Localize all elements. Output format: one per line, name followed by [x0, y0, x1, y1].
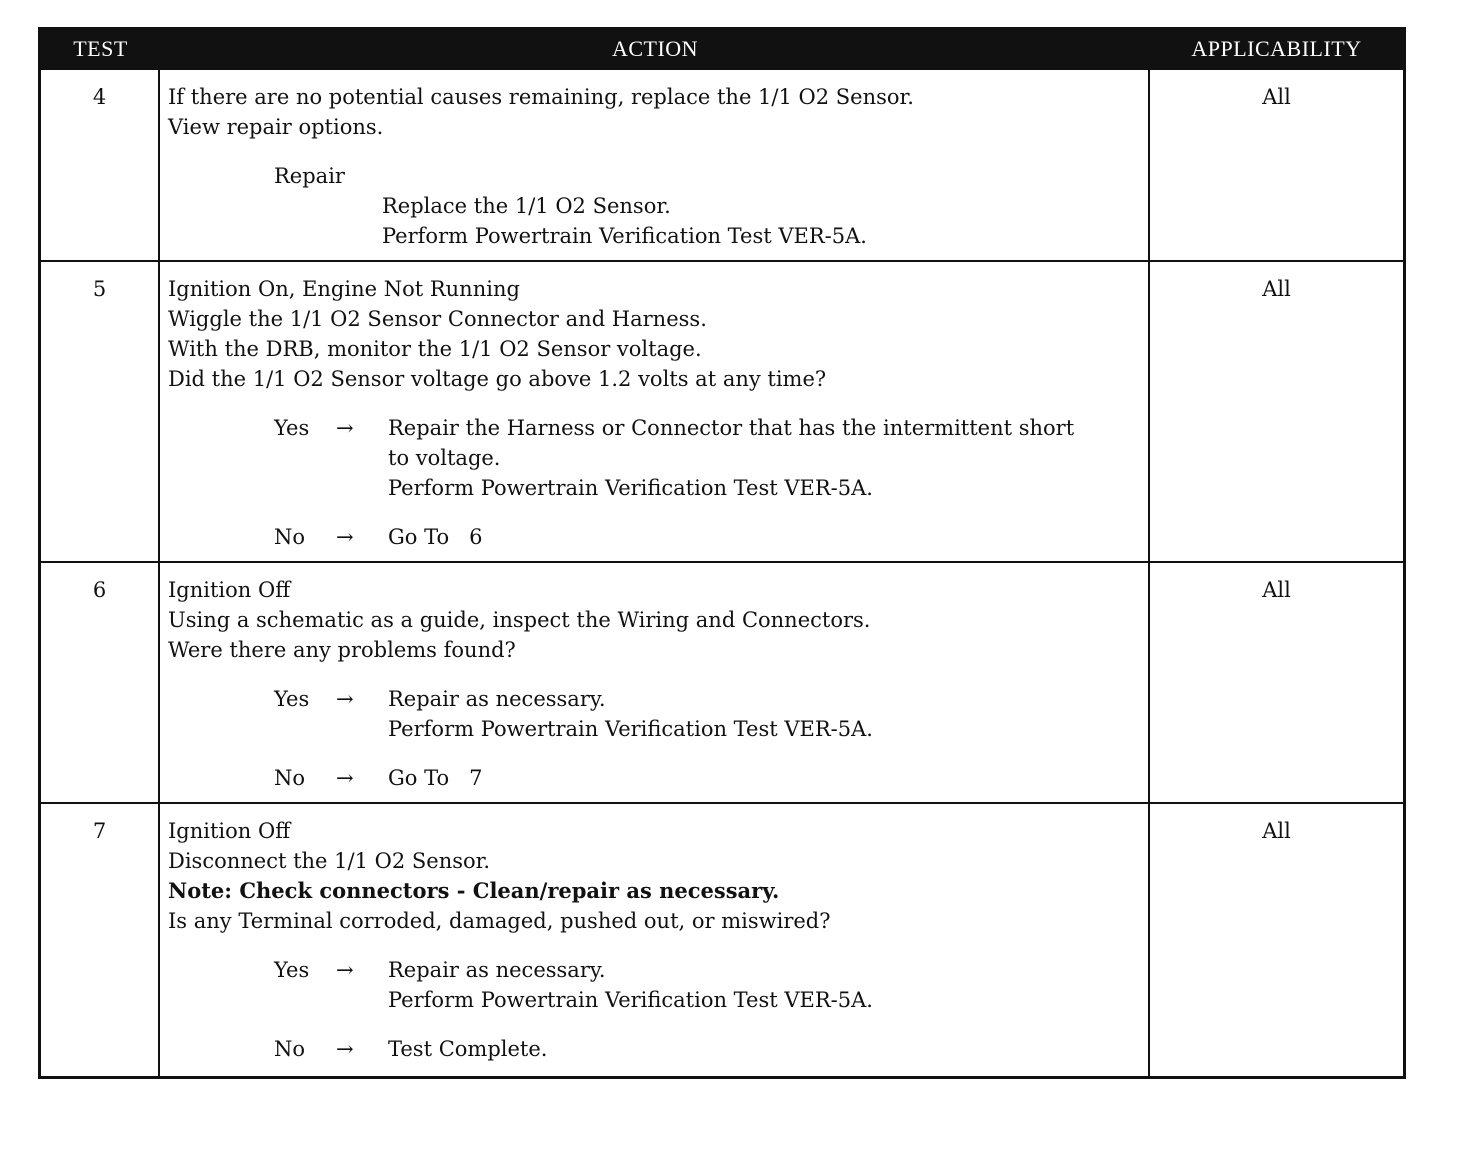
arrow-icon: →	[336, 1037, 354, 1061]
header-test: TEST	[41, 30, 160, 70]
repair-line: Perform Powertrain Verification Test VER-5A.	[382, 224, 867, 248]
no-label: No	[274, 1037, 306, 1061]
action-line: If there are no potential causes remaining, replace the 1/1 O2 Sensor.	[168, 85, 914, 109]
test-number: 5	[41, 262, 160, 563]
action-line: Ignition Off	[168, 819, 291, 843]
yes-line: Perform Powertrain Verification Test VER-5A.	[388, 988, 873, 1012]
action-cell	[160, 804, 1150, 1076]
action-line: Wiggle the 1/1 O2 Sensor Connector and Harness.	[168, 307, 707, 331]
action-line: Disconnect the 1/1 O2 Sensor.	[168, 849, 491, 873]
diagnostic-table	[38, 27, 1406, 1079]
action-line: Were there any problems found?	[168, 638, 516, 662]
test-number: 7	[41, 804, 160, 1076]
test-number: 6	[41, 563, 160, 804]
arrow-icon: →	[336, 687, 354, 711]
yes-line: Repair the Harness or Connector that has the intermittent short	[388, 416, 1075, 440]
no-line: Go To 6	[388, 525, 483, 549]
action-cell	[160, 563, 1150, 804]
action-line: View repair options.	[168, 115, 384, 139]
action-line: Ignition On, Engine Not Running	[168, 277, 520, 301]
repair-label: Repair	[274, 164, 345, 188]
repair-line: Replace the 1/1 O2 Sensor.	[382, 194, 671, 218]
yes-branch	[168, 955, 1148, 1015]
no-label: No	[274, 766, 306, 790]
arrow-icon: →	[336, 766, 354, 790]
no-branch	[168, 763, 1148, 793]
no-label: No	[274, 525, 306, 549]
applicability-value: All	[1150, 70, 1403, 262]
action-line: Did the 1/1 O2 Sensor voltage go above 1.2 volts at any time?	[168, 367, 827, 391]
yes-branch	[168, 684, 1148, 744]
applicability-value: All	[1150, 563, 1403, 804]
no-line: Go To 7	[388, 766, 483, 790]
note-line: Note: Check connectors - Clean/repair as necessary.	[168, 878, 780, 903]
action-line: Ignition Off	[168, 578, 291, 602]
yes-branch	[168, 413, 1148, 503]
action-line: With the DRB, monitor the 1/1 O2 Sensor voltage.	[168, 337, 702, 361]
yes-line: Perform Powertrain Verification Test VER-5A.	[388, 476, 873, 500]
arrow-icon: →	[336, 525, 354, 549]
applicability-value: All	[1150, 262, 1403, 563]
no-line: Test Complete.	[388, 1037, 548, 1061]
yes-line: Perform Powertrain Verification Test VER-5A.	[388, 717, 873, 741]
header-action: ACTION	[160, 30, 1150, 70]
action-cell	[160, 70, 1150, 262]
yes-line: to voltage.	[388, 446, 501, 470]
arrow-icon: →	[336, 958, 354, 982]
action-cell	[160, 262, 1150, 563]
applicability-value: All	[1262, 819, 1291, 843]
question-line: Is any Terminal corroded, damaged, pushed out, or miswired?	[168, 909, 831, 933]
test-number: 4	[41, 70, 160, 262]
yes-label: Yes	[274, 416, 310, 440]
no-branch	[168, 1034, 1148, 1064]
yes-label: Yes	[274, 958, 310, 982]
yes-line: Repair as necessary.	[388, 958, 606, 982]
yes-label: Yes	[274, 687, 310, 711]
header-applicability: APPLICABILITY	[1150, 30, 1403, 70]
action-line: Using a schematic as a guide, inspect the Wiring and Connectors.	[168, 608, 871, 632]
no-branch	[168, 522, 1148, 552]
arrow-icon: →	[336, 416, 354, 440]
yes-line: Repair as necessary.	[388, 687, 606, 711]
